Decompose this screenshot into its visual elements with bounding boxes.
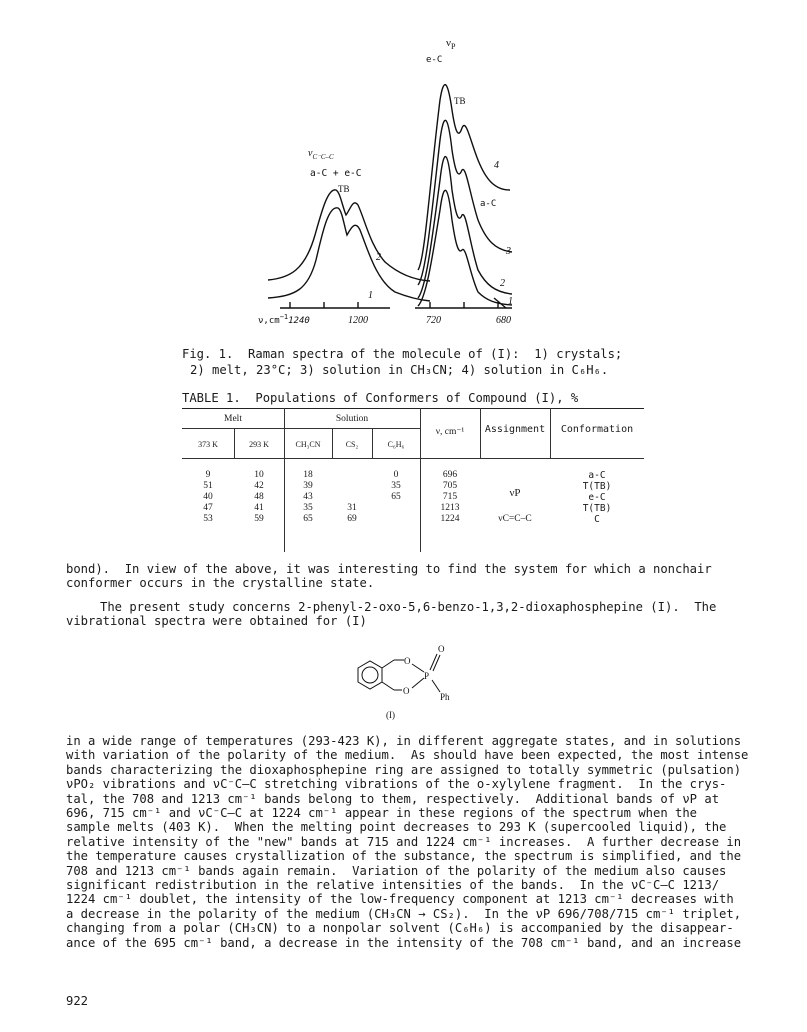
conformer-table bbox=[182, 406, 644, 556]
header-assignment: Assignment bbox=[484, 424, 546, 435]
table-cell: 9 bbox=[205, 470, 211, 480]
header-melt: Melt bbox=[224, 414, 242, 424]
table-cell: 696 bbox=[442, 470, 458, 480]
col-c6h6 bbox=[372, 470, 420, 525]
text-line: in a wide range of temperatures (293-423 K), in different aggregate states, and in solutions bbox=[66, 734, 742, 748]
table-cell: 705 bbox=[442, 481, 458, 491]
text-line: a decrease in the polarity of the medium (CH₃CN → CS₂). In the νP 696/708/715 cm⁻¹ triplet, bbox=[66, 906, 742, 921]
left-assign-label: a-C + e-C bbox=[310, 168, 362, 179]
struct-o-bottom: O bbox=[403, 686, 410, 696]
text-line: 708 and 1213 cm⁻¹ bands again remain. Variation of the polarity of the medium also causes bbox=[66, 863, 727, 878]
table-cell: T(TB) bbox=[582, 481, 612, 492]
left-curve-2 bbox=[268, 190, 430, 281]
table-cell: 18 bbox=[303, 470, 313, 480]
col-nu bbox=[420, 470, 480, 525]
table-cell bbox=[372, 503, 420, 514]
right-curve-4-label: 4 bbox=[494, 160, 499, 171]
col-conformation bbox=[550, 470, 644, 525]
table-cell: 39 bbox=[303, 481, 313, 491]
table-cell: 59 bbox=[254, 514, 264, 524]
header-nu: ν, cm⁻¹ bbox=[435, 427, 465, 437]
table-cell: 10 bbox=[254, 470, 264, 480]
table-cell: 47 bbox=[203, 503, 213, 513]
header-cs2: CS₂ bbox=[345, 440, 359, 449]
text-line: bands characterizing the dioxaphosphepine ring are assigned to totally symmetric (pulsation) bbox=[66, 762, 742, 777]
col-ch3cn bbox=[284, 470, 332, 525]
table-cell bbox=[332, 492, 372, 503]
text-line: significant redistribution in the relative intensities of the bands. In the νC⁻C–C 1213/ bbox=[66, 878, 720, 893]
header-ch3cn: CH₃CN bbox=[295, 440, 321, 449]
table-cell: 69 bbox=[347, 514, 357, 524]
table-cell: e-C bbox=[588, 492, 606, 503]
header-bottom-rule bbox=[182, 458, 644, 459]
text-line: ance of the 695 cm⁻¹ band, a decrease in the intensity of the 708 cm⁻¹ band, and an increase bbox=[66, 935, 742, 950]
struct-label: (I) bbox=[386, 710, 395, 720]
left-curve-2-label: 2 bbox=[376, 252, 381, 263]
table-top-rule bbox=[182, 408, 644, 409]
text-line: 696, 715 cm⁻¹ and νC⁻C–C at 1224 cm⁻¹ appear in these regions of the spectrum when the bbox=[66, 806, 698, 821]
table-cell bbox=[372, 514, 420, 525]
table-title: TABLE 1. Populations of Conformers of Compound (I), % bbox=[182, 391, 579, 405]
assign-vp: νP bbox=[509, 487, 521, 499]
text-line: 1224 cm⁻¹ doublet, the intensity of the low-frequency component at 1213 cm⁻¹ decreases with bbox=[66, 892, 734, 907]
right-tick-680: 680 bbox=[496, 315, 511, 326]
table-cell: 715 bbox=[442, 492, 458, 502]
table-cell: 53 bbox=[203, 514, 213, 524]
struct-ph: Ph bbox=[440, 692, 450, 702]
struct-o-top: O bbox=[404, 656, 411, 666]
right-curve-2 bbox=[418, 157, 512, 298]
table-cell: C bbox=[594, 514, 600, 525]
paragraph-3 bbox=[66, 734, 749, 950]
struct-p: P bbox=[424, 671, 430, 681]
text-line: bond). In view of the above, it was interesting to find the system for which a nonchair bbox=[66, 562, 712, 576]
left-axis-label: $\nu,cm^{-1}1240$ bbox=[258, 313, 310, 326]
table-cell: 51 bbox=[203, 481, 213, 491]
raman-spectra-figure bbox=[250, 30, 570, 330]
page-number: 922 bbox=[66, 994, 89, 1008]
table-cell: 1213 bbox=[440, 503, 460, 513]
right-band-label: $\nu_P$ bbox=[446, 37, 456, 51]
right-ec-label: e-C bbox=[426, 55, 443, 65]
left-curve-1 bbox=[268, 208, 430, 301]
header-293k: 293 K bbox=[249, 440, 269, 449]
table-cell: 0 bbox=[393, 470, 399, 480]
text-line: sample melts (403 K). When the melting point decreases to 293 K (supercooled liquid), the bbox=[66, 820, 727, 835]
header-373k: 373 K bbox=[198, 440, 218, 449]
col-373k bbox=[182, 470, 234, 525]
text-line: tal, the 708 and 1213 cm⁻¹ bands belong to them, respectively. Additional bands of νP at bbox=[66, 791, 720, 806]
header-c6h6: C₆H₆ bbox=[387, 440, 405, 449]
col-cs2 bbox=[332, 470, 372, 525]
table-cell: 42 bbox=[254, 481, 264, 491]
text-line: changing from a polar (CH₃CN) to a nonpolar solvent (C₆H₆) is accompanied by the disappear- bbox=[66, 921, 734, 936]
paragraph-2 bbox=[66, 600, 746, 629]
assign-vc: νC=C–C bbox=[498, 514, 532, 524]
text-line: with variation of the polarity of the medium. As should have been expected, the most intense bbox=[66, 748, 749, 763]
header-conformation: Conformation bbox=[560, 424, 634, 435]
text-line: the temperature causes crystallization of the substance, the spectrum is simplified, and the bbox=[66, 849, 742, 864]
table-cell bbox=[332, 470, 372, 481]
left-tick-1200: 1200 bbox=[348, 315, 368, 326]
table-cell bbox=[332, 481, 372, 492]
table-cell: 1224 bbox=[440, 514, 460, 524]
struct-o-double: O bbox=[438, 644, 445, 654]
header-solution: Solution bbox=[335, 414, 369, 424]
paragraph-1 bbox=[66, 562, 746, 591]
text-line: conformer occurs in the crystalline state. bbox=[66, 576, 375, 591]
chemical-structure bbox=[340, 640, 480, 730]
spectra-plot bbox=[250, 30, 570, 330]
col-293k bbox=[234, 470, 284, 525]
table-cell: 41 bbox=[254, 503, 264, 513]
table-cell: a-C bbox=[588, 470, 606, 481]
table-cell: 43 bbox=[303, 492, 313, 502]
text-line: The present study concerns 2-phenyl-2-oxo-5,6-benzo-1,3,2-dioxaphosphepine (I). The bbox=[100, 600, 717, 614]
right-tb-label: TB bbox=[454, 96, 466, 106]
right-tick-720: 720 bbox=[426, 315, 441, 326]
right-curve-3-label: 3 bbox=[506, 246, 511, 257]
right-curve-2-label: 2 bbox=[500, 278, 505, 289]
table-cell: 65 bbox=[391, 492, 401, 502]
table-cell: 35 bbox=[303, 503, 313, 513]
left-tb-label: TB bbox=[338, 184, 350, 194]
table-cell: 35 bbox=[391, 481, 401, 491]
figure-caption bbox=[182, 346, 642, 378]
left-band-label: $\nu_{C^-C-C}$ bbox=[308, 148, 334, 161]
text-line: relative intensity of the "new" bands at 715 and 1224 cm⁻¹ increases. A further decrease in bbox=[66, 834, 742, 849]
structure-drawing bbox=[340, 640, 480, 730]
left-curve-1-label: 1 bbox=[368, 290, 373, 301]
subheader-rule bbox=[182, 428, 420, 429]
right-ac-label: a-C bbox=[480, 199, 497, 209]
text-line: vibrational spectra were obtained for (I) bbox=[66, 614, 367, 629]
caption-line-2: 2) melt, 23°C; 3) solution in CH₃CN; 4) solution in C₆H₆. bbox=[190, 363, 609, 377]
text-line: νPO₂ vibrations and νC⁻C–C stretching vibrations of the o-xylylene fragment. In the crys- bbox=[66, 777, 727, 792]
table-cell: 40 bbox=[203, 492, 213, 502]
table-cell: 31 bbox=[347, 503, 357, 513]
table-cell: 48 bbox=[254, 492, 264, 502]
caption-line-1: Fig. 1. Raman spectra of the molecule of (I): 1) crystals; bbox=[182, 347, 623, 361]
right-curve-1-label: 1 bbox=[508, 296, 513, 307]
table-cell: 65 bbox=[303, 514, 313, 524]
table-cell: T(TB) bbox=[582, 503, 612, 514]
